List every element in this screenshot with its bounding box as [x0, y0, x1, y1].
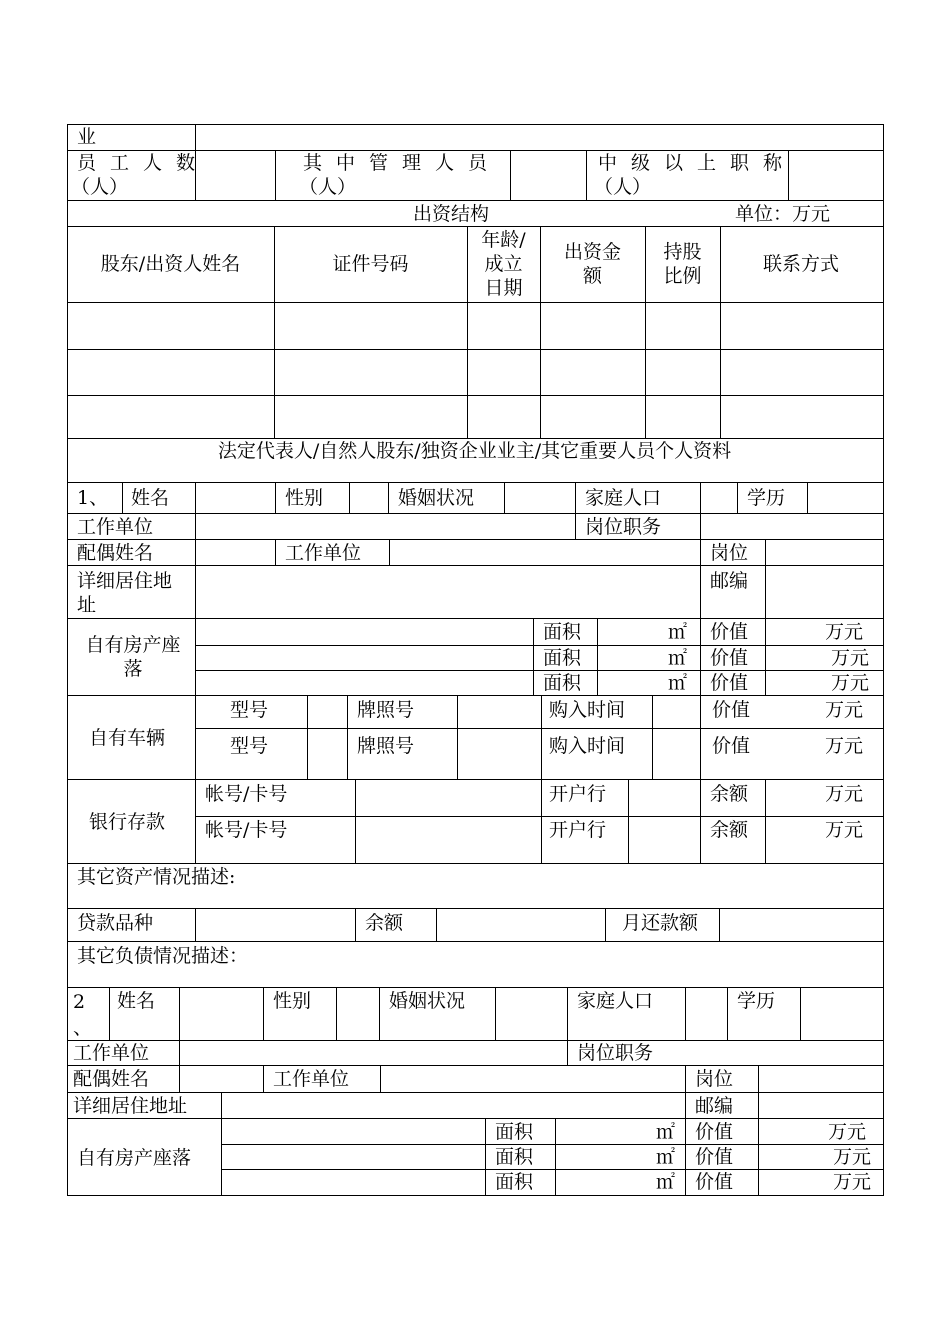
p1-label-value: 价值 [710, 621, 749, 643]
p1-label-work: 工作单位 [77, 516, 154, 538]
p1-label-post-duty: 岗位职务 [585, 516, 662, 538]
p1-label-value: 价值 [712, 735, 751, 757]
p2-unit-sqm: ㎡ [655, 1146, 675, 1168]
p1-label-value: 价值 [712, 699, 751, 721]
p1-label-plate: 牌照号 [357, 699, 415, 721]
p2-property-block [67, 1118, 884, 1195]
p1-other-debts-row [67, 941, 884, 988]
header-contact: 联系方式 [762, 253, 839, 275]
p1-label-bank-branch: 开户行 [549, 783, 607, 805]
p1-label-value: 价值 [710, 647, 749, 669]
p1-spouse-row [67, 539, 884, 566]
p1-label-plate: 牌照号 [357, 735, 415, 757]
p2-unit-wan: 万元 [832, 1146, 871, 1168]
capital-table [67, 226, 884, 439]
p1-label-model: 型号 [230, 699, 269, 721]
p1-unit-wan: 万元 [830, 672, 869, 694]
p2-label-family-size: 家庭人口 [577, 990, 654, 1012]
p1-label-balance: 余额 [710, 783, 749, 805]
row-staff [67, 150, 884, 201]
p2-label-area: 面积 [495, 1171, 534, 1193]
row-capital-title [67, 200, 884, 227]
p1-label-marital: 婚姻状况 [398, 487, 475, 509]
p2-label-spouse: 配偶姓名 [73, 1068, 150, 1090]
p2-label-value: 价值 [695, 1171, 734, 1193]
loan-application-form [67, 124, 884, 1196]
p2-basic-row [67, 987, 884, 1041]
p1-loan-row [67, 908, 884, 942]
p1-unit-sqm: ㎡ [667, 647, 687, 669]
p2-label-education: 学历 [737, 990, 776, 1012]
header-contribution: 出资金 额 [563, 241, 621, 287]
p1-label-gender: 性别 [285, 487, 324, 509]
p2-work-row [67, 1040, 884, 1066]
p1-label-spouse: 配偶姓名 [77, 542, 154, 564]
p2-unit-wan: 万元 [827, 1121, 866, 1143]
p2-unit-sqm: ㎡ [655, 1171, 675, 1193]
p1-unit-sqm: ㎡ [667, 621, 687, 643]
p1-work-row [67, 513, 884, 540]
p1-unit-wan: 万元 [824, 699, 863, 721]
p2-label-zip: 邮编 [695, 1095, 734, 1117]
p2-label-work: 工作单位 [73, 1042, 150, 1064]
p1-label-model: 型号 [230, 735, 269, 757]
p1-unit-wan: 万元 [830, 647, 869, 669]
p2-number: 2 、 [73, 991, 93, 1039]
personal-info-section-title: 法定代表人/自然人股东/独资企业业主/其它重要人员个人资料 [217, 440, 732, 462]
label-management-unit: （人） [299, 176, 357, 198]
header-share-ratio: 持股 比例 [663, 241, 702, 287]
p1-label-monthly-payment: 月还款额 [622, 912, 699, 934]
p1-label-education: 学历 [747, 487, 786, 509]
p1-label-bank: 银行存款 [89, 811, 166, 833]
p1-number: 1、 [77, 487, 109, 509]
p2-label-property: 自有房产座落 [77, 1147, 192, 1169]
p1-label-balance: 余额 [710, 819, 749, 841]
header-shareholder-name: 股东/出资人姓名 [100, 253, 241, 275]
p1-label-area: 面积 [543, 647, 582, 669]
p1-label-other-debts: 其它负债情况描述： [77, 945, 249, 967]
p1-other-assets-row [67, 863, 884, 909]
p1-label-loan-type: 贷款品种 [77, 912, 154, 934]
p2-label-address: 详细居住地址 [73, 1095, 188, 1117]
p1-unit-sqm: ㎡ [667, 672, 687, 694]
p2-label-area: 面积 [495, 1146, 534, 1168]
p2-spouse-row [67, 1065, 884, 1093]
p1-label-address: 详细居住地址 [77, 570, 173, 616]
p1-label-value: 价值 [710, 672, 749, 694]
p1-label-vehicle: 自有车辆 [89, 727, 166, 749]
p2-label-area: 面积 [495, 1121, 534, 1143]
p1-basic-row [67, 482, 884, 514]
p2-label-name: 姓名 [117, 990, 156, 1012]
label-senior-title-count: 中级以上职称 [598, 152, 797, 174]
p1-label-spouse-work: 工作单位 [285, 542, 362, 564]
row-section-title [67, 438, 884, 483]
label-senior-title-unit: （人） [594, 176, 652, 198]
header-age-date: 年龄/ 成立 日期 [481, 229, 526, 299]
p1-label-loan-balance: 余额 [365, 912, 404, 934]
p2-address-row [67, 1092, 884, 1119]
p1-label-account: 帐号/卡号 [205, 819, 288, 841]
p1-label-other-assets: 其它资产情况描述: [77, 866, 236, 888]
p1-unit-wan: 万元 [824, 621, 863, 643]
capital-structure-title: 出资结构 [413, 203, 490, 225]
p1-label-property: 自有房产座落 [85, 634, 181, 680]
p2-label-post-duty: 岗位职务 [577, 1042, 654, 1064]
p1-label-spouse-post: 岗位 [710, 542, 749, 564]
p2-unit-sqm: ㎡ [655, 1121, 675, 1143]
p1-vehicle-block [67, 695, 884, 780]
p1-label-family-size: 家庭人口 [585, 487, 662, 509]
row-enterprise [67, 124, 884, 150]
p2-label-spouse-post: 岗位 [695, 1068, 734, 1090]
p1-label-zip: 邮编 [710, 570, 749, 592]
p2-label-value: 价值 [695, 1146, 734, 1168]
capital-unit: 单位：万元 [735, 203, 831, 225]
p2-label-gender: 性别 [273, 990, 312, 1012]
p1-unit-wan: 万元 [824, 735, 863, 757]
p1-label-account: 帐号/卡号 [205, 783, 288, 805]
p2-label-spouse-work: 工作单位 [273, 1068, 350, 1090]
p1-label-buy-time: 购入时间 [549, 699, 626, 721]
p1-label-area: 面积 [543, 621, 582, 643]
label-enterprise: 业 [77, 126, 97, 148]
p1-label-buy-time: 购入时间 [549, 735, 626, 757]
p1-bank-block [67, 779, 884, 864]
p2-label-marital: 婚姻状况 [389, 990, 466, 1012]
label-management-count: 其中管理人员 [303, 152, 502, 174]
p1-label-area: 面积 [543, 672, 582, 694]
p2-unit-wan: 万元 [832, 1171, 871, 1193]
p1-label-name: 姓名 [131, 487, 170, 509]
header-id-number: 证件号码 [332, 253, 409, 275]
label-staff-unit: （人） [71, 176, 129, 198]
p1-address-row [67, 565, 884, 619]
p1-label-bank-branch: 开户行 [549, 819, 607, 841]
p1-unit-wan: 万元 [824, 819, 863, 841]
p1-property-block [67, 618, 884, 696]
p2-label-value: 价值 [695, 1121, 734, 1143]
p1-unit-wan: 万元 [824, 783, 863, 805]
label-staff-count: 员工人数 [77, 152, 210, 174]
